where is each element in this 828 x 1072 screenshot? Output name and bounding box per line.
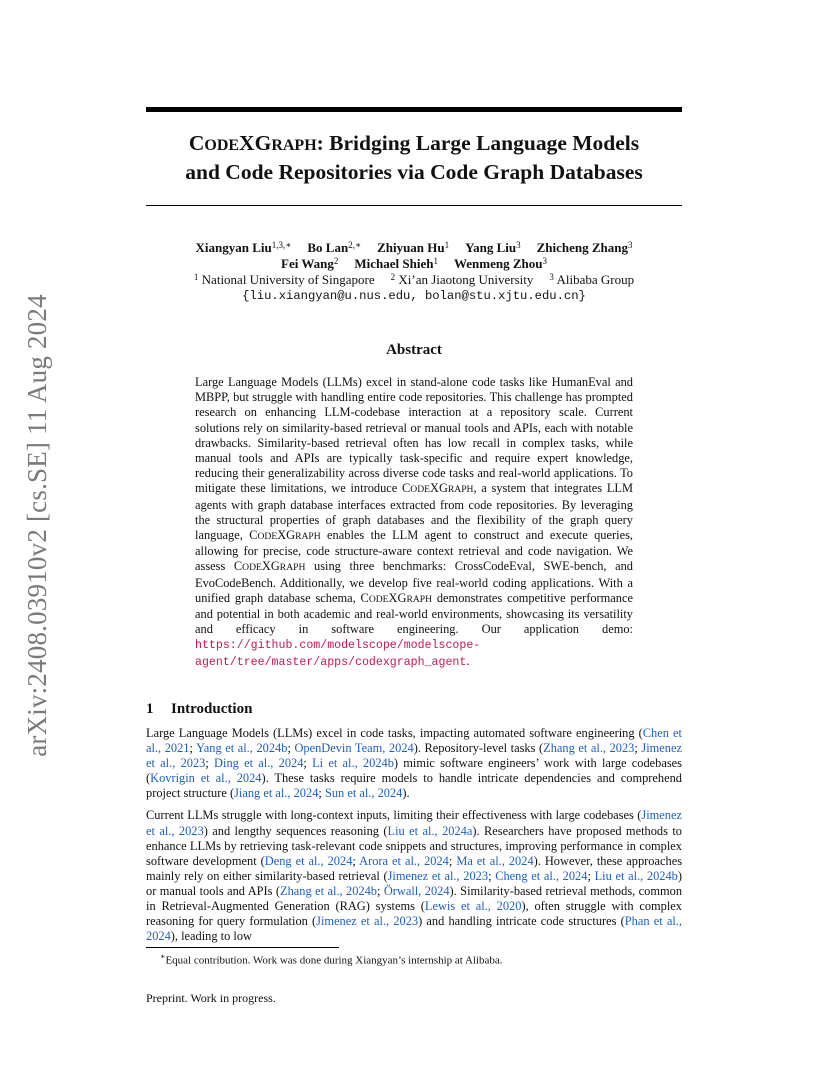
paragraph-text: Current LLMs struggle with long-context inputs, limiting their effectiveness with large codebases ( bbox=[146, 808, 642, 823]
citation-link[interactable]: Cheng et al., 2024 bbox=[495, 868, 588, 883]
footnote-text: Equal contribution. Work was done during Xiangyan’s internship at Alibaba. bbox=[165, 954, 503, 967]
citation-link[interactable]: Liu et al., 2024a bbox=[387, 823, 473, 838]
author-affil-mark: 1 bbox=[444, 240, 450, 250]
citation-link[interactable]: Sun et al., 2024 bbox=[324, 786, 403, 801]
author-emails: {liu.xiangyan@u.nus.edu, bolan@stu.xjtu.edu.cn} bbox=[242, 289, 586, 303]
author-name: Bo Lan bbox=[307, 240, 349, 255]
citation-link[interactable]: Arora et al., 2024 bbox=[359, 853, 449, 868]
paragraph-text: ). Researchers have proposed methods to enhance LLMs by retrieving task-relevant code snippets and structures, improving performance in complex software development ( bbox=[146, 823, 682, 868]
paragraph-text: ; bbox=[634, 741, 642, 756]
citation-link[interactable]: Liu et al., 2024b bbox=[594, 868, 678, 883]
paragraph-text: ) mimic software engineers’ work with large codebases ( bbox=[146, 756, 682, 786]
paragraph-text: ; bbox=[352, 853, 360, 868]
citation-link[interactable]: Örwall, 2024 bbox=[383, 883, 450, 898]
footnote-rule bbox=[146, 947, 339, 948]
title-sc-g: G bbox=[254, 131, 272, 155]
author-affil-mark: 3 bbox=[542, 256, 547, 266]
affil-mark: 1 bbox=[193, 272, 199, 282]
abstract-text: Large Language Models (LLMs) excel in stand-alone code tasks like HumanEval and MBPP, but struggle with handling entire code repositories. This challenge has prompted research on enhancing LLM-codebase interaction at a repository scale. Current solutions rely on similarity-based retrieval or manual tools and APIs, each with notable drawbacks. Similarity-based retrieval often has low recall in complex tasks, while manual tools and APIs are typically task-specific and require expert knowledge, reducing their generalizability across diverse code tasks and real-world applications. To mitigate these limitations, we introduce bbox=[195, 375, 633, 496]
citation-link[interactable]: Kovrigin et al., 2024 bbox=[150, 771, 262, 786]
author-affil-mark: 3 bbox=[628, 240, 633, 250]
paragraph-text: ). Similarity-based retrieval methods, common in Retrieval-Augmented Generation (RAG) systems ( bbox=[146, 883, 683, 914]
paragraph-text: ; bbox=[189, 741, 197, 756]
affiliations bbox=[146, 272, 682, 288]
author-name: Yang Liu bbox=[465, 240, 517, 255]
codexgraph-name: CODEXGRAPH bbox=[402, 481, 474, 496]
author-name: Fei Wang bbox=[281, 256, 334, 271]
paragraph-text: ; bbox=[488, 868, 496, 883]
abstract-text: demonstrates competitive performance and potential in both academic and real-world environments, showcasing its versatility and efficacy in software engineering. Our application demo: bbox=[195, 590, 633, 637]
paragraph-text: ; bbox=[205, 756, 215, 771]
paragraph-text: ). Repository-level tasks ( bbox=[413, 741, 544, 756]
author-name: Michael Shieh bbox=[354, 256, 434, 271]
title-sc-c: C bbox=[188, 131, 205, 155]
title-sc-raph: RAPH bbox=[271, 137, 317, 154]
citation-link[interactable]: OpenDevin Team, 2024 bbox=[294, 741, 414, 756]
paragraph-text: ), leading to low bbox=[170, 929, 252, 944]
paragraph-text: ; bbox=[376, 883, 384, 898]
author-affil-mark: 1,3,∗ bbox=[271, 240, 292, 250]
section-number: 1 bbox=[146, 701, 154, 717]
paragraph-text: ) and handling intricate code structures ( bbox=[418, 914, 625, 929]
affil-mark: 2 bbox=[390, 272, 396, 282]
affiliation: Xi’an Jiaotong University bbox=[398, 272, 534, 287]
citation-link[interactable]: Jiang et al., 2024 bbox=[234, 786, 319, 801]
citation-link[interactable]: Deng et al., 2024 bbox=[264, 853, 353, 868]
paragraph-text: ; bbox=[287, 741, 295, 756]
abstract-heading: Abstract bbox=[386, 342, 442, 358]
title-sc-x: X bbox=[239, 131, 255, 155]
author-line-1 bbox=[146, 240, 682, 256]
affil-mark: 3 bbox=[549, 272, 554, 282]
abstract-text: using three benchmarks: CrossCodeEval, SWE-bench, and EvoCodeBench. Additionally, we develop five real-world coding applications. With a unified graph database schema, bbox=[195, 559, 633, 605]
citation-link[interactable]: Chen et al., 2021 bbox=[146, 726, 682, 756]
paragraph-text: ). These tasks require models to handle intricate dependencies and comprehend project structure ( bbox=[146, 771, 682, 801]
affiliation: Alibaba Group bbox=[556, 272, 635, 287]
arxiv-id: arXiv:2408.03910v2 [cs.SE] 11 Aug 2024 bbox=[21, 293, 52, 757]
title-bottom-rule bbox=[146, 205, 682, 206]
author-affil-mark: 2,∗ bbox=[348, 240, 362, 250]
author-name: Zhicheng Zhang bbox=[536, 240, 628, 255]
paragraph bbox=[146, 726, 682, 801]
paper-title bbox=[146, 130, 682, 186]
intro-body bbox=[146, 726, 682, 951]
citation-link[interactable]: Zhang et al., 2023 bbox=[543, 741, 635, 756]
paragraph-text: ). bbox=[402, 786, 410, 801]
citation-link[interactable]: Ding et al., 2024 bbox=[214, 756, 304, 771]
paragraph-text: ) and lengthy sequences reasoning ( bbox=[203, 823, 388, 838]
author-line-2 bbox=[146, 256, 682, 272]
citation-link[interactable]: Jimenez et al., 2023 bbox=[387, 868, 489, 883]
citation-link[interactable]: Jimenez et al., 2023 bbox=[146, 808, 682, 838]
author-name: Wenmeng Zhou bbox=[453, 256, 543, 271]
paragraph-text: Large Language Models (LLMs) excel in code tasks, impacting automated software engineering ( bbox=[146, 726, 643, 740]
title-top-rule bbox=[146, 107, 682, 112]
codexgraph-name: CODEXGRAPH bbox=[360, 590, 433, 605]
title-rest: : Bridging Large Language Models bbox=[316, 131, 640, 155]
paragraph-text: ; bbox=[587, 868, 595, 883]
author-affil-mark: 1 bbox=[433, 256, 438, 266]
author-name: Xiangyan Liu bbox=[195, 240, 272, 255]
citation-link[interactable]: Phan et al., 2024 bbox=[146, 914, 682, 944]
footnote-mark: ∗ bbox=[160, 952, 166, 961]
github-link[interactable]: https://github.com/modelscope/modelscope-agent/tree/master/apps/codexgraph_agent bbox=[195, 639, 481, 669]
section-heading bbox=[146, 701, 682, 718]
author-block bbox=[146, 240, 682, 304]
paragraph-text: ). However, these approaches mainly rely on either similarity-based retrieval ( bbox=[146, 853, 683, 883]
citation-link[interactable]: Jimenez et al., 2023 bbox=[316, 914, 419, 929]
codexgraph-name: CODEXGRAPH bbox=[233, 559, 306, 574]
author-affil-mark: 2 bbox=[333, 256, 339, 266]
abstract-text: enables the LLM agent to construct and execute queries, allowing for precise, code structure-aware context retrieval and code navigation. We assess bbox=[195, 528, 633, 574]
author-affil-mark: 3 bbox=[516, 240, 521, 250]
paragraph bbox=[146, 808, 682, 944]
paragraph-text: ; bbox=[303, 756, 313, 771]
paragraph-text: ), often struggle with complex reasoning for query formulation ( bbox=[146, 899, 682, 929]
preprint-note: Preprint. Work in progress. bbox=[146, 991, 276, 1005]
affiliation: National University of Singapore bbox=[201, 272, 375, 287]
citation-link[interactable]: Ma et al., 2024 bbox=[456, 853, 534, 868]
section-title: Introduction bbox=[171, 701, 253, 717]
abstract-body: Large Language Models (LLMs) excel in stand-alone code tasks like HumanEval and MBPP, but struggle with handling entire code repositories. This challenge has prompted research on enhancing LLM-codebase interaction at a repository scale. Current solutions rely on similarity-based retrieval or manual tools and APIs, each with notable drawbacks. Similarity-based retrieval often has low recall in complex tasks, while manual tools and APIs are typically task-specific and require expert knowledge, reducing their generalizability across diverse code tasks and real-world applications. To mitigate these limitations, we introduce CODEXGRAPH, a system that integrates LLM agents with graph database interfaces extracted from code repositories. By leveraging the structural properties of graph databases and the flexibility of the graph query language, CODEXGRAPH enables the LLM agent to construct and execute queries, allowing for precise, code structure-aware context retrieval and code navigation. We assess CODEXGRAPH using three benchmarks: CrossCodeEval, SWE-bench, and EvoCodeBench. Additionally, we develop five real-world coding applications. With a unified graph database schema, CODEXGRAPH demonstrates competitive performance and potential in both academic and real-world environments, showcasing its versatility and efficacy in software engineering. Our application demo: https://github.com/modelscope/modelscope-agent/tree/master/apps/codexgraph_agent. bbox=[195, 375, 633, 669]
citation-link[interactable]: Zhang et al., 2024b bbox=[280, 883, 377, 898]
footnote bbox=[160, 952, 503, 967]
title-sc-ode: ODE bbox=[204, 137, 240, 154]
citation-link[interactable]: Li et al., 2024b bbox=[312, 756, 394, 771]
codexgraph-name: CODEXGRAPH bbox=[249, 528, 321, 543]
citation-link[interactable]: Yang et al., 2024b bbox=[196, 741, 288, 756]
abstract-text: , a system that integrates LLM agents with graph database interfaces extracted from code repositories. By leveraging the structural properties of graph databases and the flexibility of the graph query language, bbox=[195, 481, 633, 543]
title-line-2: and Code Repositories via Code Graph Databases bbox=[185, 160, 643, 184]
citation-link[interactable]: Lewis et al., 2020 bbox=[424, 899, 522, 914]
arxiv-sidebar-stamp bbox=[20, 285, 54, 765]
paragraph-text: ) or manual tools and APIs ( bbox=[146, 868, 683, 898]
paragraph-text: ; bbox=[318, 786, 325, 801]
citation-link[interactable]: Jimenez et al., 2023 bbox=[146, 741, 683, 771]
author-name: Zhiyuan Hu bbox=[377, 240, 445, 255]
paragraph-text: ; bbox=[448, 853, 457, 868]
title-line-1 bbox=[146, 130, 682, 159]
